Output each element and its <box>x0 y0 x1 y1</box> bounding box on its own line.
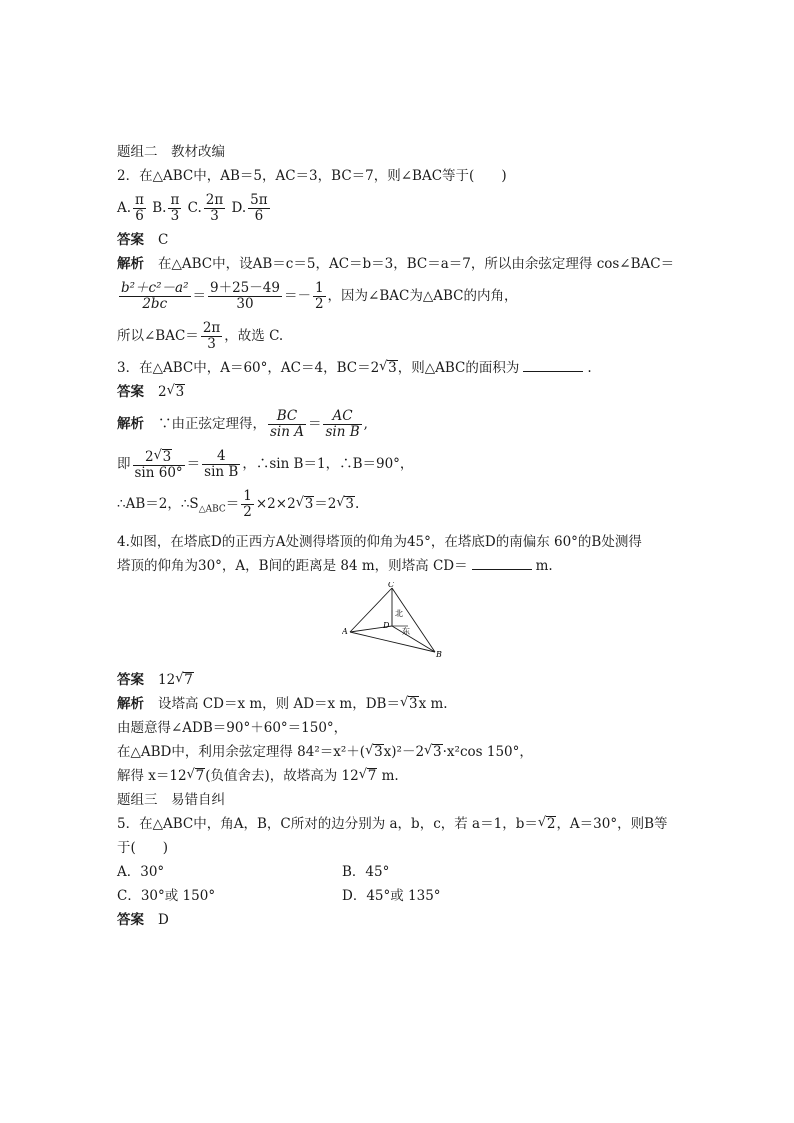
q2-frac2-den: 30 <box>236 296 254 312</box>
q4-a1-sqrt <box>400 692 419 716</box>
q2-opt-b-label: B. <box>152 200 167 216</box>
q2-frac3-den: 2 <box>314 296 324 312</box>
q3-a3-eq2: ＝2 <box>314 496 337 512</box>
q3-a1-eq: ＝ <box>307 416 322 432</box>
q4-a3-sqrt2 <box>424 740 443 764</box>
label-a: A <box>342 626 348 636</box>
q3-stem-tail: ，则△ABC的面积为 <box>397 360 520 376</box>
q3-analysis-line3 <box>117 484 687 530</box>
q3-a1-frac1-den: sin A <box>270 424 304 440</box>
q3-a3-end: . <box>354 496 360 512</box>
q5-stem-line2: 于( ) <box>117 839 169 856</box>
q5-answer <box>117 908 687 932</box>
q4-analysis-line4 <box>117 764 687 788</box>
q4-stem-line1: 4.如图，在塔底D的正西方A处测得塔顶的仰角为45°，在塔底D的南偏东 60°的B处测得 <box>117 533 642 550</box>
q3-stem-head: 3．在△ABC中，A＝60°，AC＝4，BC＝2 <box>117 360 380 376</box>
q3-a2-frac2-num: 4 <box>202 449 240 465</box>
q3-answer-coef: 2 <box>158 384 167 400</box>
q3-a1-frac2 <box>323 409 361 440</box>
q4-a4-head: 解得 x＝12 <box>117 767 187 784</box>
q2-answer <box>117 228 687 252</box>
q3-a3-sub: △ABC <box>198 504 226 515</box>
q4-a3-head: 在△ABD中，利用余弦定理得 84²＝x²＋( <box>117 743 366 760</box>
q2-answer-label: 答案 <box>117 232 144 248</box>
q5-stem-line1 <box>117 812 687 836</box>
q4-stem-tail: m. <box>535 557 553 574</box>
q3-a2-frac1 <box>133 449 185 481</box>
q2-analysis-text3-head: 所以∠BAC＝ <box>117 328 199 344</box>
q2-frac2 <box>208 281 282 312</box>
q4-analysis-line1 <box>117 692 687 716</box>
q4-a3-sqrt1 <box>365 740 384 764</box>
q5-opt-a: A．30° <box>117 863 165 880</box>
q2-frac4-num: 2π <box>202 320 221 336</box>
q3-analysis-line1 <box>117 404 687 444</box>
q3-a3-head: ∴AB＝2，∴S <box>117 496 199 512</box>
q4-answer-sqrt <box>175 668 194 692</box>
q4-a4-mid: (负值舍去)，故塔高为 12 <box>205 767 359 784</box>
q3-analysis-label: 解析 <box>117 416 144 432</box>
q3-a2-eq: ＝ <box>186 456 201 472</box>
q4-answer-coef: 12 <box>158 671 176 688</box>
q3-answer-label: 答案 <box>117 384 144 400</box>
q2-opt-c-num: 2π <box>205 192 224 208</box>
q5-opt-b: B．45° <box>342 863 390 880</box>
q2-frac3-num: 1 <box>314 280 324 296</box>
q2-opt-b-frac <box>168 193 181 224</box>
q2-opt-c-den: 3 <box>210 208 219 224</box>
q2-opt-a-num: π <box>135 192 144 208</box>
q4-a1-rad: 3 <box>408 695 418 712</box>
q2-analysis-line3 <box>117 316 687 356</box>
q4-a4-rad1: 7 <box>195 767 205 784</box>
q3-a3-sqrt2 <box>336 484 355 524</box>
q4-answer-rad: 7 <box>184 671 193 688</box>
q5-opt-c: C．30°或 150° <box>117 887 216 904</box>
document-page <box>117 140 687 932</box>
q4-a3-tail: ·x²cos 150°， <box>442 743 533 760</box>
q3-a1-frac2-den: sin B <box>325 424 360 440</box>
q2-opt-d-num: 5π <box>250 192 268 208</box>
q5-stem-sqrt <box>538 812 557 836</box>
q4-a3-rad2: 3 <box>433 743 442 760</box>
q2-frac1 <box>119 281 191 312</box>
q4-a4-sqrt2 <box>359 764 378 788</box>
q4-a4-tail: m. <box>377 767 399 784</box>
q2-opt-a-frac <box>133 193 146 224</box>
q4-a4-sqrt1 <box>187 764 206 788</box>
q4-answer-blank <box>472 555 532 570</box>
q3-a1-frac1 <box>268 409 306 440</box>
q4-a3-rad1: 3 <box>374 743 383 760</box>
edge-db <box>392 626 435 652</box>
q3-analysis-line2 <box>117 444 687 484</box>
q3-a3-frac <box>241 489 254 520</box>
q4-answer <box>117 668 687 692</box>
q2-opt-a-den: 6 <box>135 208 144 224</box>
label-d: D <box>383 620 390 630</box>
label-c: C <box>388 581 395 589</box>
q5-stem-tail: ，A＝30°，则B等 <box>556 815 668 832</box>
q2-frac4-den: 3 <box>207 336 216 352</box>
q3-a2-frac1-den: sin 60° <box>134 464 183 481</box>
q3-a3-frac-den: 2 <box>243 504 252 520</box>
q2-opt-c-label: C. <box>187 200 202 216</box>
q3-stem-sqrt <box>379 356 398 380</box>
q3-stem-rad: 3 <box>388 360 397 376</box>
q4-analysis-line2: 由题意得∠ADB＝90°＋60°＝150°， <box>117 719 348 736</box>
q4-analysis-line3 <box>117 740 687 764</box>
q2-stem: 2．在△ABC中，AB＝5，AC＝3，BC＝7，则∠BAC等于( ) <box>117 168 507 184</box>
q5-answer-value: D <box>158 911 169 928</box>
q3-answer-rad: 3 <box>175 384 185 400</box>
q4-stem-head: 塔顶的仰角为30°，A，B间的距离是 84 m，则塔高 CD＝ <box>117 557 468 574</box>
q3-stem-end: . <box>587 360 592 376</box>
q2-analysis-text1: 在△ABC中，设AB＝c＝5，AC＝b＝3，BC＝a＝7，所以由余弦定理得 cos∠BAC＝ <box>158 256 675 272</box>
q4-answer-label: 答案 <box>117 671 144 688</box>
q3-a3-mid: ×2×2 <box>255 496 296 512</box>
q5-opt-d: D．45°或 135° <box>342 887 441 904</box>
q3-a3-rad2: 3 <box>345 496 354 512</box>
tower-figure <box>342 582 462 662</box>
q2-frac1-num: b²＋c²－a² <box>121 280 189 296</box>
q3-a2-frac1-coef: 2 <box>144 448 154 465</box>
q4-analysis-label: 解析 <box>117 695 144 712</box>
q2-analysis-line1 <box>117 252 687 276</box>
q4-stem-line2 <box>117 554 687 578</box>
q5-answer-label: 答案 <box>117 911 144 928</box>
q2-opt-d-frac <box>248 193 269 224</box>
q3-answer-blank <box>523 357 583 372</box>
q3-a2-frac1-sqrt <box>154 449 173 465</box>
q3-a2-frac1-num <box>133 449 185 466</box>
q2-analysis-text2: ，因为∠BAC为△ABC的内角， <box>327 288 518 304</box>
q2-analysis-text3-tail: ，故选 C. <box>224 328 284 344</box>
q5-stem-rad: 2 <box>546 815 556 832</box>
edge-cb <box>392 588 435 652</box>
edge-ab <box>350 632 435 652</box>
q3-a3-sqrt1 <box>296 484 315 524</box>
q3-a3-rad1: 3 <box>304 496 314 512</box>
q3-a2-frac2 <box>202 449 240 480</box>
q3-answer <box>117 380 687 404</box>
q2-opt-c-frac <box>204 193 225 224</box>
q2-frac1-den: 2bc <box>142 296 168 312</box>
q4-a3-mid: x)²－2 <box>383 743 425 760</box>
q3-a1-tail: , <box>363 416 368 432</box>
q2-analysis-line2: $\frac{\text{b²＋c²－a²}}{2bc}$ ＝ $\frac{9+25-49}{30}$ ＝－ $\frac{1}{2}$ ，因为∠BAC为△ABC的内角， <box>121 280 518 312</box>
section-heading-group2: 题组二 教材改编 <box>117 144 225 160</box>
q2-answer-value: C <box>158 232 169 248</box>
q3-a3-frac-num: 1 <box>243 488 252 504</box>
q2-opt-b-num: π <box>170 192 180 208</box>
q3-answer-sqrt <box>167 380 186 404</box>
q2-opt-a-label: A. <box>117 200 132 216</box>
q3-a2-tail: ，∴sin B＝1，∴B＝90°， <box>242 456 414 472</box>
q2-opt-b-den: 3 <box>170 208 180 224</box>
label-north: 北 <box>395 608 403 618</box>
q4-a1-head: 设塔高 CD＝x m，则 AD＝x m，DB＝ <box>158 695 400 712</box>
label-east: 东 <box>402 626 410 636</box>
q3-a2-frac2-den: sin B <box>204 464 239 480</box>
q4-a1-tail: x m. <box>418 695 448 712</box>
q3-a1-frac1-num: BC <box>268 409 306 425</box>
section-heading-group3: 题组三 易错自纠 <box>117 791 225 808</box>
q4-a4-rad2: 7 <box>367 767 377 784</box>
q2-frac3 <box>313 281 326 312</box>
q3-stem <box>117 356 687 380</box>
q2-options <box>117 188 687 228</box>
q5-options <box>117 860 687 908</box>
q3-a2-head: 即 <box>117 456 131 472</box>
q2-opt-d-den: 6 <box>254 208 264 224</box>
label-b: B <box>436 649 442 659</box>
q3-a2-frac1-rad: 3 <box>162 448 172 465</box>
q2-opt-d-label: D. <box>231 200 247 216</box>
q2-frac4 <box>201 321 222 352</box>
q2-eq-minus: ＝－ <box>283 288 311 304</box>
q3-a1-frac2-num: AC <box>323 409 361 425</box>
q3-a1-head: ∵由正弦定理得， <box>158 416 266 432</box>
q3-a3-eq: ＝ <box>225 496 240 512</box>
q2-analysis-label: 解析 <box>117 256 144 272</box>
q5-stem-head: 5．在△ABC中，角A，B，C所对的边分别为 a，b，c，若 a＝1，b＝ <box>117 815 538 832</box>
q2-frac2-num: 9＋25－49 <box>210 280 280 296</box>
